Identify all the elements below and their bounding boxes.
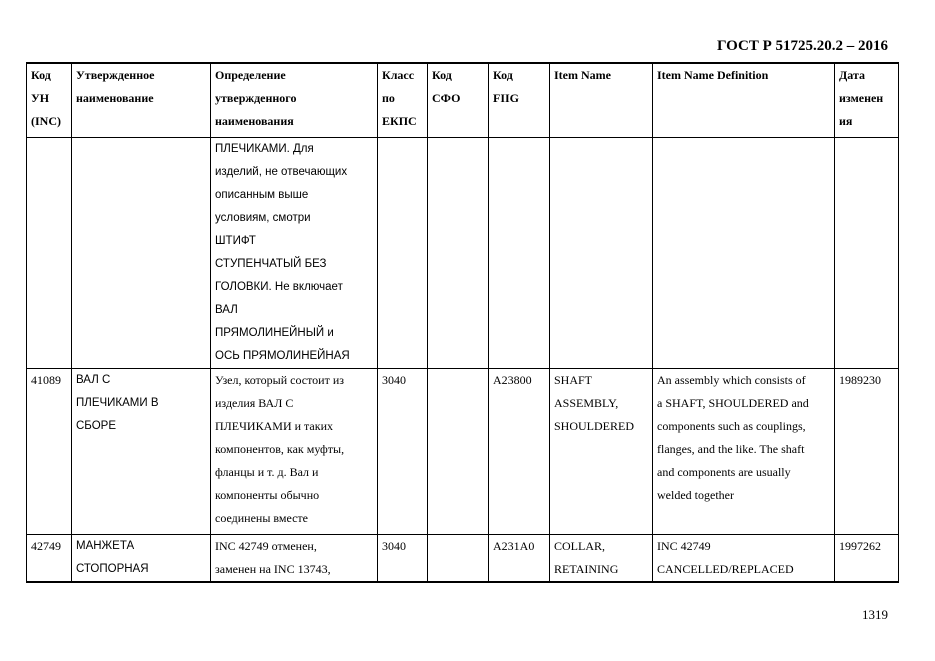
- cell-inc: 41089: [27, 368, 72, 534]
- cell-sfo-code: [428, 534, 489, 582]
- cell-change-date: [835, 137, 899, 368]
- cell-definition: ПЛЕЧИКАМИ. Для изделий, не отвечающих описанным выше условиям, смотри ШТИФТ СТУПЕНЧАТЫЙ БЕЗ ГОЛОВКИ. Не включает ВАЛ ПРЯМОЛИНЕЙНЫЙ и ОСЬ ПРЯМОЛИНЕЙНАЯ: [211, 137, 378, 368]
- header-approved-name: Утвержденное наименование: [72, 63, 211, 137]
- table-row: [27, 137, 899, 368]
- header-item-name: Item Name: [550, 63, 653, 137]
- cell-sfo-code: [428, 137, 489, 368]
- header-ekps-class: Класс по ЕКПС: [378, 63, 428, 137]
- cell-definition: Узел, который состоит из изделия ВАЛ С ПЛЕЧИКАМИ и таких компонентов, как муфты, фланцы и т. д. Вал и компоненты обычно соединены вместе: [211, 368, 378, 534]
- table-header: [27, 63, 899, 137]
- cell-inc: [27, 137, 72, 368]
- table-row: [27, 534, 899, 582]
- cell-ekps-class: [378, 137, 428, 368]
- cell-definition: INC 42749 отменен, заменен на INC 13743,: [211, 534, 378, 582]
- cell-inc: 42749: [27, 534, 72, 582]
- cell-ekps-class: 3040: [378, 534, 428, 582]
- cell-change-date: 1997262: [835, 534, 899, 582]
- cell-sfo-code: [428, 368, 489, 534]
- cell-item-name-definition: An assembly which consists of a SHAFT, SHOULDERED and components such as couplings, flanges, and the like. The shaft and components are usually welded together: [653, 368, 835, 534]
- cell-approved-name: [72, 137, 211, 368]
- document-standard-header: ГОСТ Р 51725.20.2 – 2016: [716, 38, 888, 54]
- page-number: 1319: [862, 607, 888, 622]
- catalog-table: [26, 62, 899, 583]
- table-row: [27, 368, 899, 534]
- cell-ekps-class: 3040: [378, 368, 428, 534]
- cell-item-name: [550, 137, 653, 368]
- header-inc: Код УН (INC): [27, 63, 72, 137]
- cell-item-name: SHAFT ASSEMBLY, SHOULDERED: [550, 368, 653, 534]
- header-change-date: Дата изменен ия: [835, 63, 899, 137]
- header-sfo-code: Код СФО: [428, 63, 489, 137]
- header-fiig-code: Код FIIG: [489, 63, 550, 137]
- header-definition: Определение утвержденного наименования: [211, 63, 378, 137]
- cell-item-name: COLLAR, RETAINING: [550, 534, 653, 582]
- cell-approved-name: ВАЛ С ПЛЕЧИКАМИ В СБОРЕ: [72, 368, 211, 534]
- cell-change-date: 1989230: [835, 368, 899, 534]
- cell-fiig-code: [489, 137, 550, 368]
- header-item-name-definition: Item Name Definition: [653, 63, 835, 137]
- cell-approved-name: МАНЖЕТА СТОПОРНАЯ: [72, 534, 211, 582]
- cell-fiig-code: A231A0: [489, 534, 550, 582]
- cell-item-name-definition: [653, 137, 835, 368]
- cell-item-name-definition: INC 42749 CANCELLED/REPLACED: [653, 534, 835, 582]
- cell-fiig-code: A23800: [489, 368, 550, 534]
